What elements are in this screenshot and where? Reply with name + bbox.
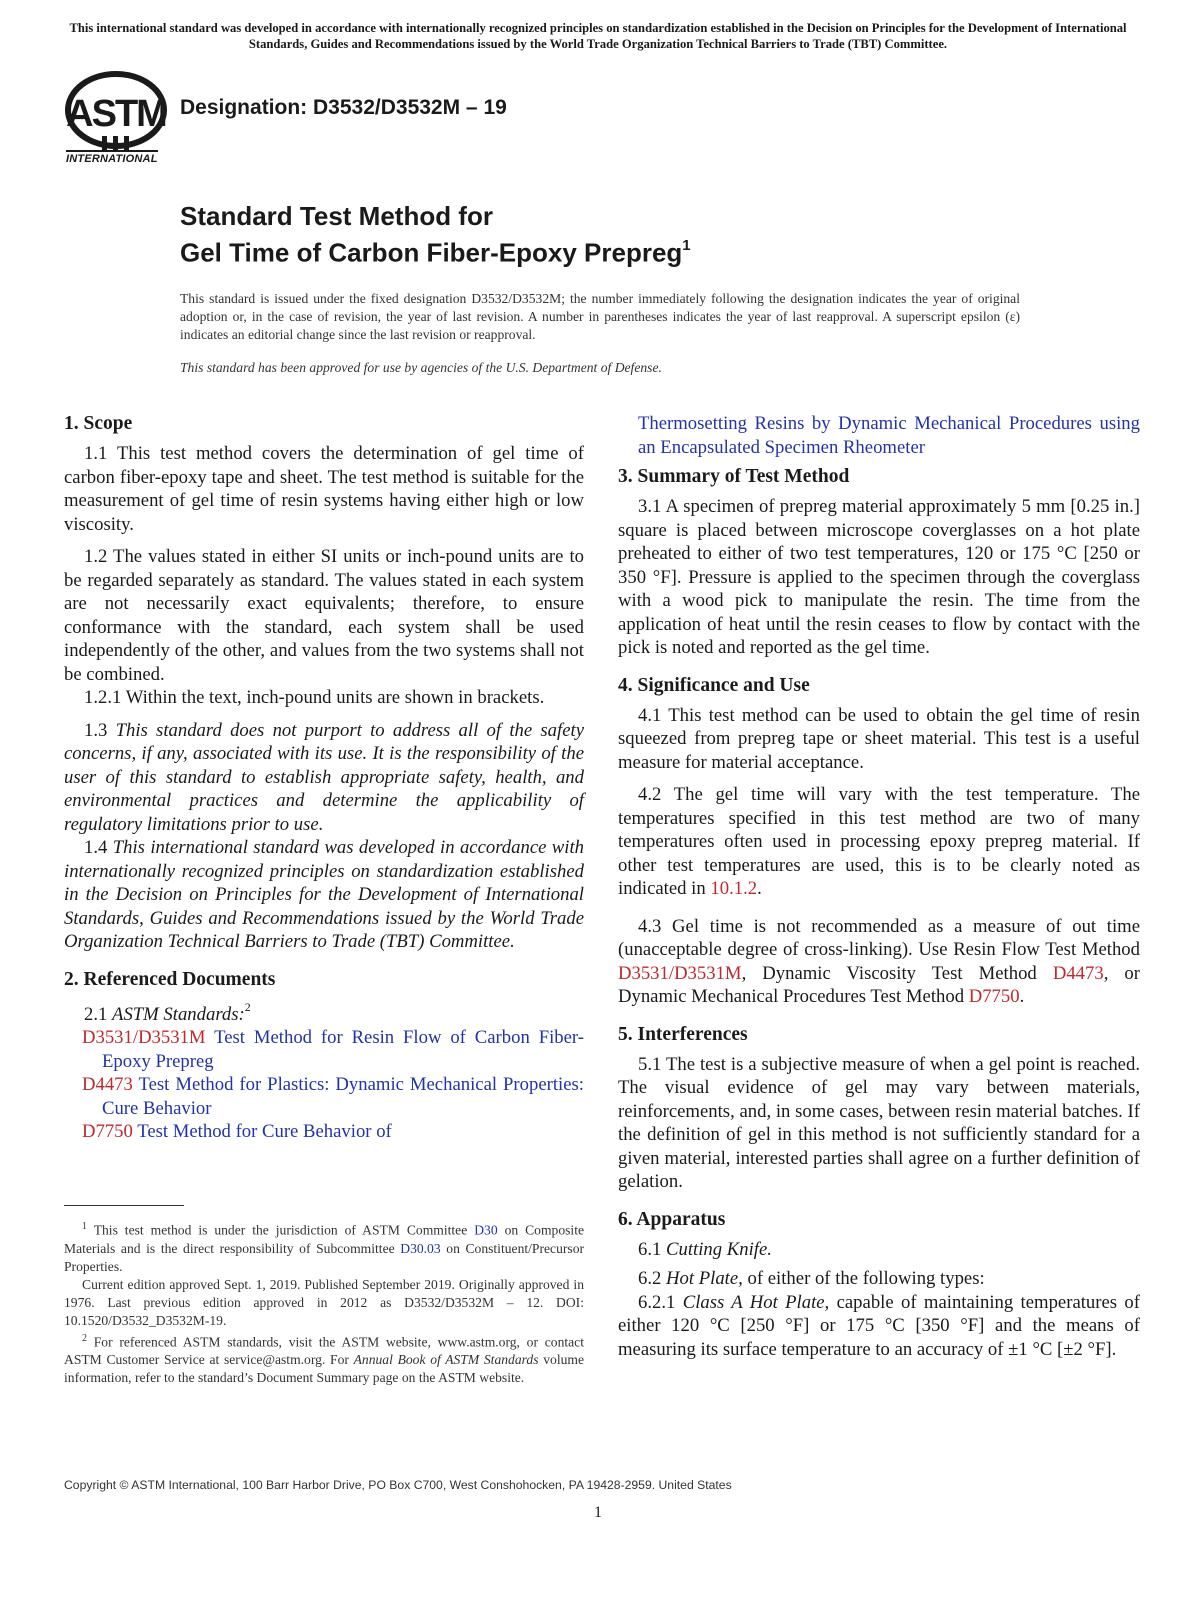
para-1-2-1: 1.2.1 Within the text, inch-pound units are shown in brackets. — [84, 687, 545, 708]
para-6-2 — [618, 1267, 1140, 1291]
logo-caption: INTERNATIONAL — [66, 150, 158, 165]
para-6-2-1-term: Class A Hot Plate, — [682, 1291, 830, 1313]
para-6-1-number: 6.1 — [638, 1238, 662, 1260]
para-6-2-text: of either of the following types: — [747, 1268, 985, 1289]
copyright: Copyright © ASTM International, 100 Barr Harbor Drive, PO Box C700, West Conshohocken, PA 19428-2959. United States — [64, 1478, 732, 1492]
para-5-1: 5.1 The test is a subjective measure of when a gel point is reached. The visual evidence of gel may vary between materials, reinforcements, and, in some cases, between resin material batches. If the definition of gel in this method is not sufficiently standard for a given material, interested parties shall agree on a further definition of gelation. — [618, 1053, 1140, 1192]
para-1-4-number: 1.4 — [84, 837, 108, 858]
footnote-1-text-a: This test method is under the jurisdiction of ASTM Committee — [93, 1222, 468, 1238]
para-2-1-number: 2.1 — [84, 1003, 108, 1025]
para-2-1-text: ASTM Standards: — [112, 1003, 245, 1025]
interferences-heading: 5. Interferences — [618, 1023, 748, 1045]
footnote-2-text-b: volume information, refer to the standard’s Document Summary page on the ASTM website. — [64, 1352, 585, 1386]
para-1-2: 1.2 The values stated in either SI units or inch-pound units are to be regarded separately as standard. The values stated in each system are not necessarily exact equivalents; therefore, to ensure conformance with the standard, each system shall be used independently of the other, and values from the two systems shall not be combined. — [64, 546, 584, 685]
approval-note: This standard has been approved for use by agencies of the U.S. Department of Defense. — [180, 360, 662, 375]
para-1-1: 1.1 This test method covers the determination of gel time of carbon fiber-epoxy tape and sheet. The test method is suitable for the measurement of gel time of resin systems having either high or low viscosity. — [64, 443, 584, 535]
summary-heading: 3. Summary of Test Method — [618, 466, 850, 487]
page-number: 1 — [594, 1504, 602, 1521]
para-1-3 — [64, 719, 584, 837]
title-line-2 — [180, 232, 691, 269]
right-column — [618, 412, 1140, 1361]
reference-item-d4473[interactable] — [82, 1073, 584, 1120]
para-6-2-1-number: 6.2.1 — [638, 1291, 676, 1313]
reference-code[interactable]: D7750 — [82, 1121, 133, 1143]
title-line-2-text: Gel Time of Carbon Fiber-Epoxy Prepreg — [180, 237, 683, 268]
d7750-link[interactable]: D7750 — [968, 986, 1020, 1007]
reference-title[interactable]: Test Method for Resin Flow of Carbon Fiber-Epoxy Prepreg — [102, 1027, 584, 1072]
reference-title[interactable]: Test Method for Plastics: Dynamic Mechanical Properties: Cure Behavior — [102, 1074, 584, 1119]
para-1-4-text: This international standard was developed in accordance with internationally recognized principles on standardization established in the Decision on Principles for the Development of International Standards, Guides and Recommendations issued by the World Trade Organization Technical Barriers to Trade (TBT) Committee. — [64, 837, 584, 952]
reference-item-d7750-continued[interactable] — [618, 412, 1140, 459]
d3531-link[interactable]: D3531/D3531M — [618, 962, 742, 984]
para-6-2-1 — [618, 1291, 1140, 1362]
footnote-1 — [64, 1218, 584, 1276]
para-1-3-number: 1.3 — [84, 719, 108, 741]
significance-heading: 4. Significance and Use — [618, 674, 810, 696]
para-6-1-text: Cutting Knife. — [666, 1238, 772, 1260]
logo-text: ASTM — [66, 93, 166, 135]
footnote-2-book-title: Annual Book of ASTM Standards — [353, 1352, 539, 1368]
reference-code[interactable]: D3531/D3531M — [82, 1027, 206, 1049]
left-column — [64, 412, 584, 1144]
issuance-note: This standard is issued under the fixed designation D3532/D3532M; the number immediately following the designation indicates the year of original adoption or, in the case of revision, the year of last revision. A number in parentheses indicates the year of last reapproval. A superscript epsilon (ε) indicates an editorial change since the last revision or reapproval. — [180, 291, 1020, 342]
para-4-2: 4.2 The gel time will vary with the test temperature. The temperatures specified in this test method are two of many temperatures often used in processing epoxy prepreg material. If other test temperatures are used, this is to be clearly noted as indicated in 10.1.2. — [618, 784, 1140, 899]
para-6-1 — [618, 1238, 1140, 1262]
section-10-1-2-link[interactable]: 10.1.2 — [710, 878, 758, 899]
title-footnote-mark: 1 — [682, 237, 691, 254]
para-4-3-text-b: , Dynamic Viscosity Test Method — [741, 962, 1037, 984]
para-1-4 — [64, 836, 584, 954]
scope-heading: 1. Scope — [64, 413, 133, 434]
footnote-1-text-c: on Constituent/Precursor Properties. — [64, 1240, 585, 1274]
document-title — [180, 200, 691, 269]
para-4-1: 4.1 This test method can be used to obtain the gel time of resin squeezed from prepreg tape or sheet material. This test is a useful measure for material acceptance. — [618, 704, 1140, 773]
top-notice: This international standard was developed in accordance with internationally recognized principles on standardization established in the Decision on Principles for the Development of International Standards, Guides and Recommendations issued by the World Trade Organization Technical Barriers to Trade (TBT) Committee. — [69, 21, 1127, 51]
committee-link[interactable]: D30 — [474, 1222, 498, 1238]
footnote-separator — [64, 1205, 184, 1206]
reference-item-d3531[interactable] — [82, 1026, 584, 1073]
para-4-3-text-c: , or Dynamic Mechanical Procedures Test Method — [618, 962, 1140, 1007]
subcommittee-link[interactable]: D30.03 — [400, 1240, 441, 1256]
reference-title-part-2[interactable]: Thermosetting Resins by Dynamic Mechanical Procedures using an Encapsulated Specimen Rheometer — [638, 413, 1140, 458]
para-6-2-1-text: capable of maintaining temperatures of either 120 °C [250 °F] or 175 °C [350 °F] and the means of measuring its surface temperature to an accuracy of ±1 °C [±2 °F]. — [618, 1291, 1140, 1360]
para-6-2-term: Hot Plate, — [666, 1268, 743, 1289]
designation: Designation: D3532/D3532M – 19 — [180, 96, 507, 119]
apparatus-heading: 6. Apparatus — [618, 1208, 726, 1230]
footnotes — [64, 1218, 584, 1387]
para-2-1 — [64, 998, 584, 1027]
para-2-1-footnote-mark: 2 — [244, 999, 251, 1014]
footnote-1-text-b: on Composite Materials and is the direct responsibility of Subcommittee — [64, 1222, 585, 1256]
footnote-1-edition: Current edition approved Sept. 1, 2019. Published September 2019. Originally approved in 1976. Last previous edition approved in 2012 as D3532/D3532M – 12. DOI: 10.1520/D3532_D3532M-19. — [64, 1276, 584, 1328]
footnote-2-mark: 2 — [82, 1332, 87, 1344]
footnote-1-mark: 1 — [82, 1221, 87, 1232]
reference-code[interactable]: D4473 — [82, 1074, 133, 1096]
footnote-2 — [64, 1330, 584, 1388]
reference-title-part-1[interactable]: Test Method for Cure Behavior of — [137, 1121, 392, 1143]
para-4-3-text-a: 4.3 Gel time is not recommended as a measure of out time (unacceptable degree of cross-linking). Use Resin Flow Test Method — [618, 915, 1140, 960]
para-1-3-text: This standard does not purport to address all of the safety concerns, if any, associated with its use. It is the responsibility of the user of this standard to establish appropriate safety, health, and environmental practices and determine the applicability of regulatory limitations prior to use. — [64, 719, 584, 835]
para-4-3: 4.3 Gel time is not recommended as a measure of out time (unacceptable degree of cross-linking). Use Resin Flow Test Method D3531/D3531M, Dynamic Viscosity Test Method D4473, or Dynamic Mechanical Procedures Test Method D7750. — [618, 915, 1140, 1007]
title-line-1: Standard Test Method for — [180, 201, 493, 231]
para-4-2-text: 4.2 The gel time will vary with the test temperature. The temperatures specified in this test method are two of many temperatures often used in processing epoxy prepreg material. If other test temperatures are used, this is to be clearly noted as indicated in — [618, 784, 1140, 899]
reference-item-d7750[interactable] — [82, 1120, 584, 1144]
para-3-1: 3.1 A specimen of prepreg material approximately 5 mm [0.25 in.] square is placed between microscope coverglasses on a hot plate preheated to either of two test temperatures, 120 or 175 °C [250 or 350 °F]. Pressure is applied to the specimen through the coverglass with a wood pick to manipulate the resin. The time from the application of heat until the resin ceases to flow by contact with the pick is noted and reported as the gel time. — [618, 496, 1140, 658]
para-6-2-number: 6.2 — [638, 1268, 662, 1289]
referenced-documents-heading: 2. Referenced Documents — [64, 968, 276, 990]
d4473-link[interactable]: D4473 — [1052, 962, 1104, 984]
footnote-2-text-a: For referenced ASTM standards, visit the ASTM website, www.astm.org, or contact ASTM Customer Service at service@astm.org. For — [64, 1334, 584, 1368]
